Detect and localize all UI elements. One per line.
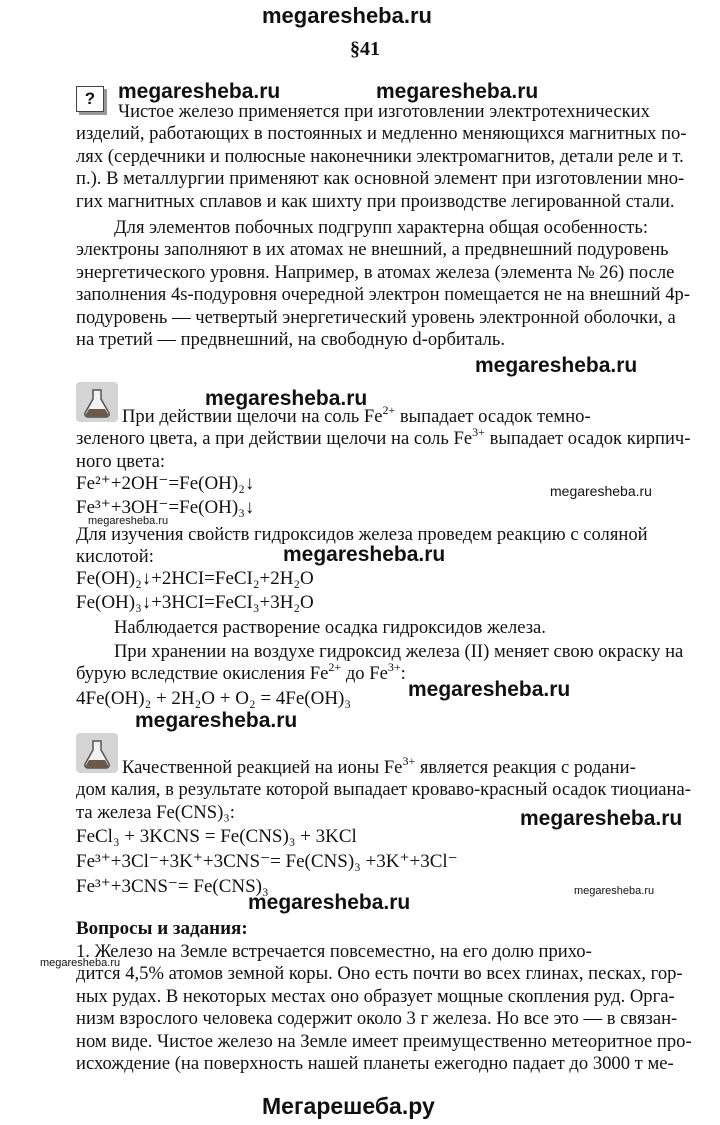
watermark-tiny: megaresheba.ru xyxy=(40,957,121,969)
paragraph-2 xyxy=(76,217,692,351)
text-line: энергетического уровня. Например, в атомах железа (элемента № 26) после xyxy=(76,261,675,283)
text-line: ном виде. Чистое железо на Земле имеет преимущественно метеоритное про- xyxy=(76,1030,692,1052)
paragraph-1 xyxy=(76,101,692,213)
equation: FeCl₃ + 3KCNS = Fe(CNS)₃ + 3KCl xyxy=(76,826,357,847)
question-icon: ? xyxy=(76,86,104,112)
text-line: бурую вследствие окисления $Fe^{2+}$ до $Fe^{3+}$: xyxy=(76,660,406,685)
questions-heading: Вопросы и задания: xyxy=(76,918,248,939)
text-line: Для элементов побочных подгрупп характерна общая особенность: xyxy=(114,217,649,238)
text-line: Качественной реакцией на ионы $Fe^{3+}$ является реакция с родани- xyxy=(122,754,636,778)
text-line: изделий, работающих в постоянных и медленно меняющихся магнитных по- xyxy=(76,123,687,145)
section-title: §41 xyxy=(350,38,380,60)
watermark-inline: megaresheba.ru xyxy=(550,483,652,499)
text-line: кислотой: xyxy=(76,546,154,568)
text-line: исхождение (на поверхность нашей планеты ежегодно падает до 3000 т ме- xyxy=(76,1052,674,1074)
watermark-bottom: Мегарешеба.ру xyxy=(262,1093,435,1119)
text-line: ного цвета: xyxy=(76,450,166,472)
equation: Fe²⁺+2OH⁻=Fe(OH)₂↓ xyxy=(76,473,255,494)
text-line: При хранении на воздухе гидроксид железа (II) меняет свою окраску на xyxy=(114,641,684,662)
text-line: Наблюдается растворение осадка гидроксидов железа. xyxy=(114,617,546,638)
watermark-inline: megaresheba.ru xyxy=(283,543,446,566)
watermark-tiny: megaresheba.ru xyxy=(574,885,655,897)
text-line: При действии щелочи на соль $Fe^{2+}$ выпадает осадок темно- xyxy=(122,403,591,427)
text-line: ных рудах. В некоторых местах оно образует мощные скопления руд. Орга- xyxy=(76,985,675,1007)
watermark-tiny: megaresheba.ru xyxy=(88,515,169,527)
watermark-inline: megaresheba.ru xyxy=(118,80,281,103)
text-line: подуровень — четвертый энергетический уровень электронной оболочки, а xyxy=(76,306,676,328)
text-line: на третий — предвнешний, на свободную d-орбиталь. xyxy=(76,328,506,350)
text-line: зеленого цвета, а при действии щелочи на соль $Fe^{3+}$ выпадает осадок кирпич- xyxy=(76,425,691,450)
text-line: дится 4,5% атомов земной коры. Оно есть почти во всех глинах, песках, гор- xyxy=(76,963,683,985)
text-line: низм взрослого человека содержит около 3 г железа. Но все это — в связан- xyxy=(76,1008,678,1030)
text-line: заполнения 4s-подуровня очередной электрон помещается не на внешний 4р- xyxy=(76,284,691,306)
text-line: та железа Fe(CNS)₃: xyxy=(76,801,235,823)
watermark-inline: megaresheba.ru xyxy=(408,678,571,701)
equation: 4Fe(OH)₂ + 2H₂O + O₂ = 4Fe(OH)₃ xyxy=(76,688,351,709)
equation: Fe³⁺+3CNS⁻= Fe(CNS)₃ xyxy=(76,876,269,897)
text-line: гих магнитных сплавов и как шихту при производстве легированной стали. xyxy=(76,190,675,212)
watermark-inline: megaresheba.ru xyxy=(135,709,298,732)
paragraph-6 xyxy=(76,641,692,686)
equation: Fe(OH)₃↓+3HCI=FeCI₃+3H₂O xyxy=(76,592,314,613)
equation: Fe(OH)₂↓+2HCI=FeCI₂+2H₂O xyxy=(76,568,314,589)
equation: Fe³⁺+3Cl⁻+3K⁺+3CNS⁻= Fe(CNS)₃ +3K⁺+3Cl⁻ xyxy=(76,851,458,872)
question-1 xyxy=(76,941,692,1075)
equation: Fe³⁺+3OH⁻=Fe(OH)₃↓ xyxy=(76,497,255,518)
watermark-top: megaresheba.ru xyxy=(262,3,432,28)
text-line: п.). В металлургии применяют как основной элемент при изготовлении мно- xyxy=(76,168,685,190)
text-line: электроны заполняют в их атомах не внешний, а предвнешний подуровень xyxy=(76,239,669,261)
paragraph-5 xyxy=(114,617,546,639)
watermark-inline: megaresheba.ru xyxy=(248,891,411,914)
paragraph-3 xyxy=(76,403,692,473)
text-line: Чистое железо применяется при изготовлении электротехнических xyxy=(118,101,650,122)
text-line: дом калия, в результате которой выпадает кроваво-красный осадок тиоциана- xyxy=(76,779,691,801)
text-line: Для изучения свойств гидроксидов железа проведем реакцию с соляной xyxy=(76,524,648,545)
text-line: лях (сердечники и полюсные наконечники электромагнитов, детали реле и т. xyxy=(76,145,684,167)
text-line: 1. Железо на Земле встречается повсеместно, на его долю прихо- xyxy=(76,941,592,962)
watermark-inline: megaresheba.ru xyxy=(205,387,368,410)
watermark-inline: megaresheba.ru xyxy=(475,354,638,377)
watermark-inline: megaresheba.ru xyxy=(376,80,539,103)
watermark-inline: megaresheba.ru xyxy=(520,807,683,830)
